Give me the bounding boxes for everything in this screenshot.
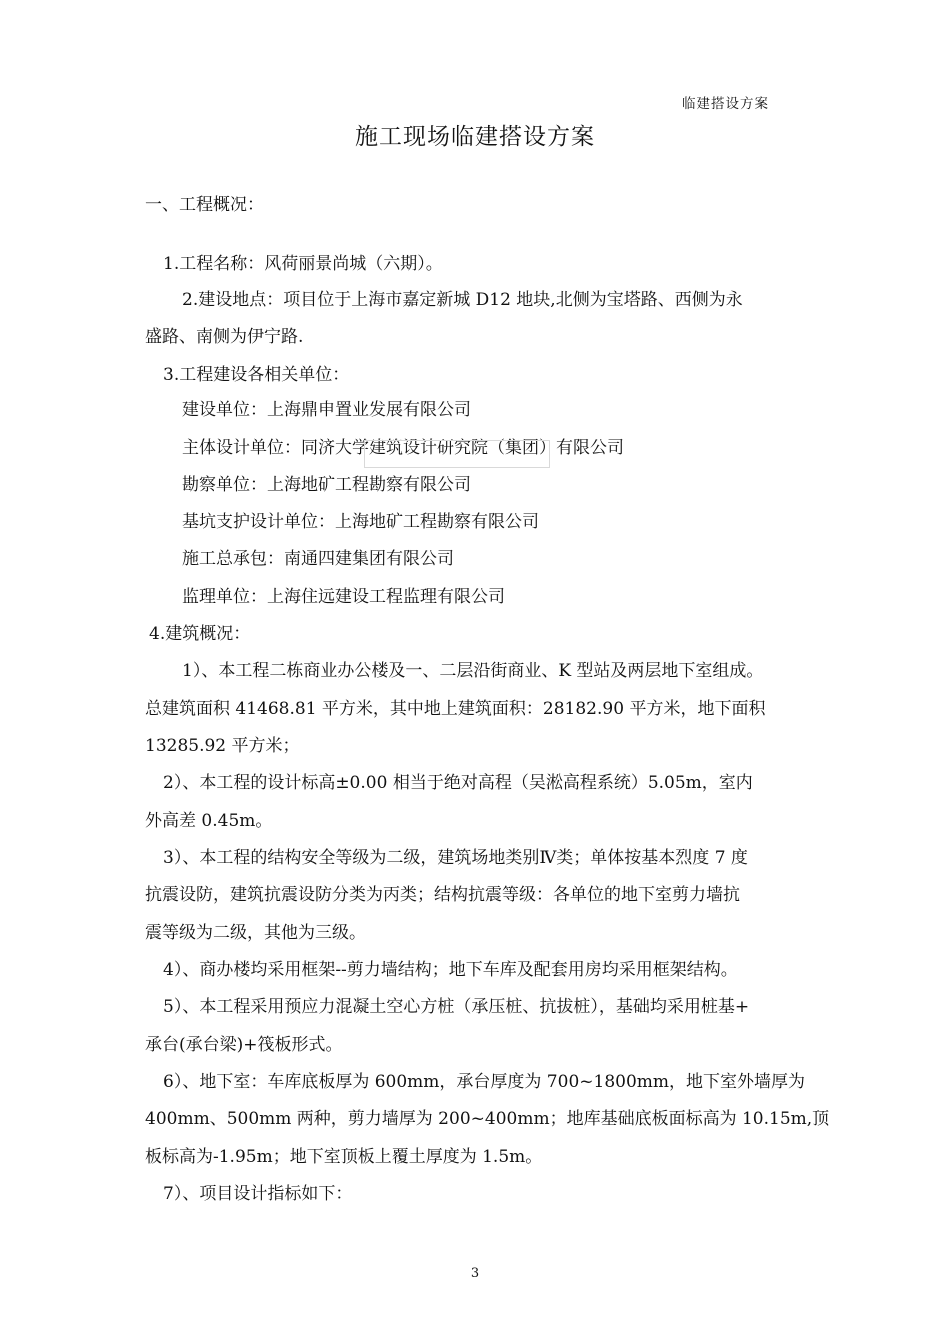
units-heading: 3.工程建设各相关单位： bbox=[163, 365, 350, 385]
running-header: 临建搭设方案 bbox=[682, 96, 769, 112]
paragraph-line: 7）、项目设计指标如下： bbox=[163, 1184, 353, 1204]
paragraph-line: 总建筑面积 41468.81 平方米，其中地上建筑面积：28182.90 平方米，地下面积 bbox=[145, 699, 766, 719]
section-heading: 一、工程概况： bbox=[145, 195, 264, 215]
location-line-1: 2.建设地点：项目位于上海市嘉定新城 D12 地块,北侧为宝塔路、西侧为永 bbox=[182, 290, 743, 310]
paragraph-line: 4）、商办楼均采用框架--剪力墙结构；地下车库及配套用房均采用框架结构。 bbox=[163, 960, 738, 980]
paragraph-line: 震等级为二级，其他为三级。 bbox=[145, 923, 366, 943]
paragraph-line: 承台(承台梁)+筏板形式。 bbox=[145, 1035, 343, 1055]
unit-line: 主体设计单位：同济大学建筑设计研究院（集团）有限公司 bbox=[182, 438, 624, 458]
paragraph-line: 2）、本工程的设计标高±0.00 相当于绝对高程（吴淞高程系统）5.05m，室内 bbox=[163, 773, 753, 793]
building-heading: 4.建筑概况： bbox=[149, 624, 251, 644]
paragraph-line: 400mm、500mm 两种，剪力墙厚为 200~400mm；地库基础底板面标高为 10.15m,顶 bbox=[145, 1109, 830, 1129]
paragraph-line: 外高差 0.45m。 bbox=[145, 811, 273, 831]
unit-line: 勘察单位：上海地矿工程勘察有限公司 bbox=[182, 475, 471, 495]
watermark-box bbox=[364, 440, 550, 468]
page-number: 3 bbox=[470, 1266, 480, 1281]
paragraph-line: 板标高为-1.95m；地下室顶板上覆土厚度为 1.5m。 bbox=[145, 1147, 543, 1167]
unit-line: 施工总承包：南通四建集团有限公司 bbox=[182, 549, 454, 569]
paragraph-line: 1）、本工程二栋商业办公楼及一、二层沿街商业、K 型站及两层地下室组成。 bbox=[182, 661, 764, 681]
paragraph-line: 5）、本工程采用预应力混凝土空心方桩（承压桩、抗拔桩），基础均采用桩基+ bbox=[163, 997, 750, 1017]
unit-line: 建设单位：上海鼎申置业发展有限公司 bbox=[182, 400, 471, 420]
paragraph-line: 3）、本工程的结构安全等级为二级，建筑场地类别Ⅳ类；单体按基本烈度 7 度 bbox=[163, 848, 748, 868]
document-title: 施工现场临建搭设方案 bbox=[355, 124, 595, 150]
paragraph-line: 抗震设防，建筑抗震设防分类为丙类；结构抗震等级：各单位的地下室剪力墙抗 bbox=[145, 885, 740, 905]
paragraph-line: 6）、地下室：车库底板厚为 600mm，承台厚度为 700~1800mm，地下室外墙厚为 bbox=[163, 1072, 806, 1092]
unit-line: 监理单位：上海住远建设工程监理有限公司 bbox=[182, 587, 505, 607]
location-line-2: 盛路、南侧为伊宁路. bbox=[145, 327, 304, 347]
unit-line: 基坑支护设计单位：上海地矿工程勘察有限公司 bbox=[182, 512, 539, 532]
project-name: 1.工程名称：风荷丽景尚城（六期）。 bbox=[163, 254, 443, 274]
paragraph-line: 13285.92 平方米； bbox=[145, 736, 300, 756]
